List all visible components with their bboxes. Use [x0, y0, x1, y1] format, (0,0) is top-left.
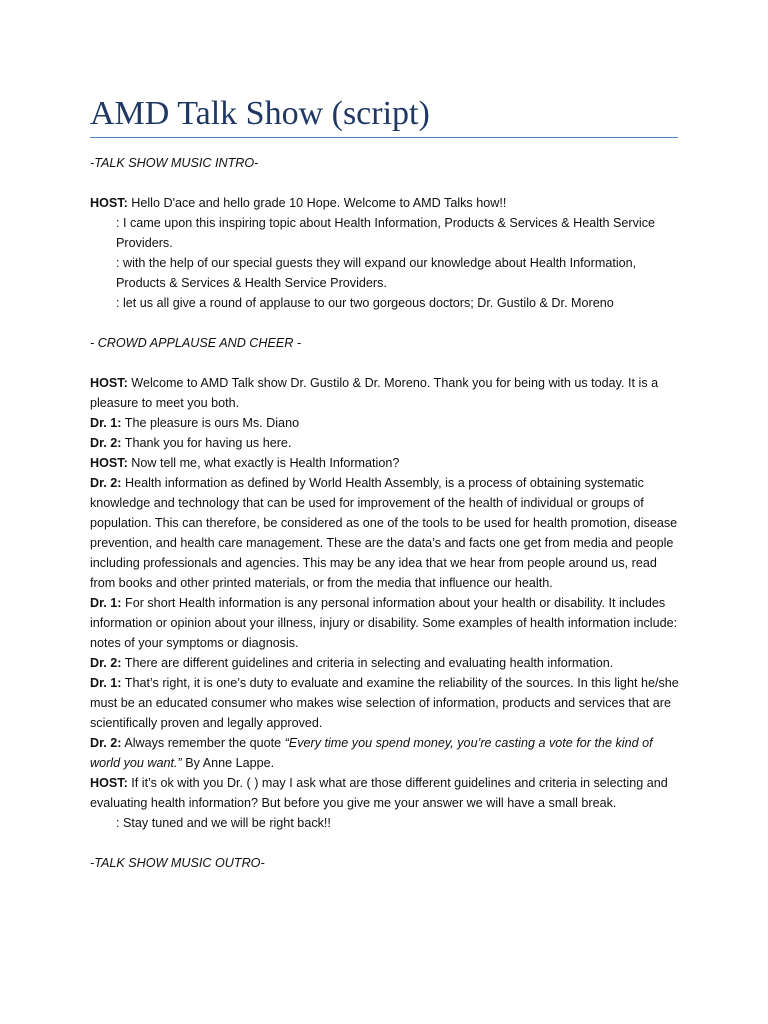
speaker-label: HOST:	[90, 776, 128, 790]
script-line: : with the help of our special guests they will expand our knowledge about Health Information, Products & Services & Health Service Providers.	[116, 256, 637, 290]
line-text: By Anne Lappe.	[181, 756, 275, 770]
speaker-label: Dr. 2:	[90, 656, 122, 670]
script-line	[90, 453, 680, 473]
spacer	[90, 353, 680, 373]
line-text: The pleasure is ours Ms. Diano	[124, 416, 300, 430]
script-line	[90, 373, 680, 413]
speaker-label: Dr. 1:	[90, 416, 122, 430]
script-line	[90, 433, 680, 453]
line-text: Thank you for having us here.	[124, 436, 292, 450]
line-text: Welcome to AMD Talk show Dr. Gustilo & Dr. Moreno. Thank you for being with us today. It is a pleasure to meet you both.	[90, 376, 659, 410]
script-body	[90, 153, 680, 873]
spacer	[90, 313, 680, 333]
speaker-label: Dr. 2:	[90, 476, 122, 490]
speaker-label: HOST:	[90, 196, 128, 210]
speaker-label: HOST:	[90, 376, 128, 390]
document-title: AMD Talk Show (script)	[90, 95, 430, 132]
line-text: If it’s ok with you Dr. ( ) may I ask what are those different guidelines and criteria in selecting and evaluating health information? But before you give me your answer we will have a small break.	[90, 776, 668, 810]
spacer	[90, 833, 680, 853]
script-line: : I came upon this inspiring topic about Health Information, Products & Services & Health Service Providers.	[116, 216, 655, 250]
speaker-label: Dr. 1:	[90, 596, 122, 610]
speaker-label: Dr. 1:	[90, 676, 122, 690]
script-line	[90, 673, 680, 733]
script-line	[90, 773, 680, 813]
script-line	[90, 473, 680, 593]
script-line	[90, 733, 680, 773]
script-line: : Stay tuned and we will be right back!!	[116, 816, 331, 830]
speaker-label: Dr. 2:	[90, 736, 122, 750]
script-line	[90, 193, 680, 213]
speaker-label: Dr. 2:	[90, 436, 122, 450]
line-text: Health information as defined by World Health Assembly, is a process of obtaining systematic knowledge and technology that can be used for improvement of the health of individual or groups of population. This can therefore, be considered as one of the tools to be used for health promotion, disease prevention, and health care management. These are the data’s and facts one get from media and people including professionals and agencies. This may be any idea that we hear from people around us, read from books and other printed materials, or from the media that influence our health.	[90, 476, 678, 590]
line-text: Hello D'ace and hello grade 10 Hope. Welcome to AMD Talks how!!	[131, 196, 507, 210]
script-line	[90, 413, 680, 433]
script-line	[90, 653, 680, 673]
script-line	[90, 593, 680, 653]
speaker-label: HOST:	[90, 456, 128, 470]
line-text: For short Health information is any personal information about your health or disability. It includes information or opinion about your illness, injury or disability. Some examples of health information include: notes of your symptoms or diagnosis.	[90, 596, 678, 650]
script-line: : let us all give a round of applause to our two gorgeous doctors; Dr. Gustilo & Dr. Moreno	[116, 296, 614, 310]
line-text: There are different guidelines and criteria in selecting and evaluating health information.	[124, 656, 614, 670]
crowd-cue: - CROWD APPLAUSE AND CHEER -	[90, 336, 302, 350]
line-text: Always remember the quote	[124, 736, 285, 750]
line-text: Now tell me, what exactly is Health Information?	[131, 456, 400, 470]
quote-text: “Every time you spend money, you’re casting a vote for the kind of world you want.”	[90, 736, 653, 770]
spacer	[90, 173, 680, 193]
intro-cue: -TALK SHOW MUSIC INTRO-	[90, 156, 259, 170]
title-underline	[90, 137, 678, 138]
outro-cue: -TALK SHOW MUSIC OUTRO-	[90, 856, 265, 870]
line-text: That’s right, it is one’s duty to evaluate and examine the reliability of the sources. In this light he/she must be an educated consumer who makes wise selection of information, products and services that are scientifically proven and legally approved.	[90, 676, 679, 730]
